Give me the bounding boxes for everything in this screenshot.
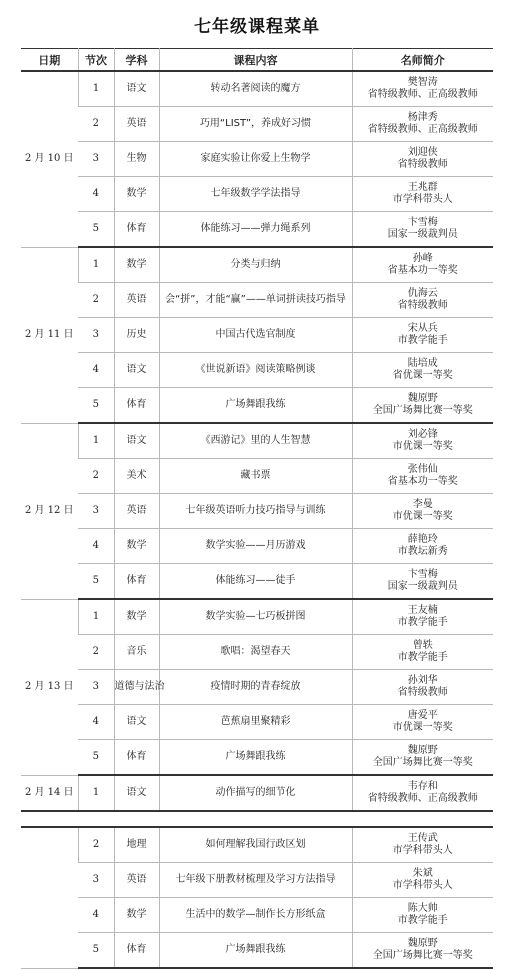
table-row [21,827,493,863]
table-row [21,635,493,670]
teacher-title: 全国广场舞比赛一等奖 [372,757,473,768]
table-row [21,318,493,353]
table-row [21,459,493,494]
subject-cell: 地理 [114,827,159,863]
table-row [21,177,493,212]
table-row [21,142,493,177]
table-header-row [21,49,493,72]
teacher-title: 国家一级裁判员 [387,229,458,240]
header-date: 日期 [21,49,78,72]
teacher-title: 省特级教师、正高级教师 [367,793,478,804]
period-cell: 3 [78,670,114,705]
teacher-cell [352,635,493,670]
teacher-cell [352,177,493,212]
teacher-cell [352,353,493,388]
teacher-title: 市学科带头人 [392,194,453,205]
table-row [21,247,493,283]
teacher-name: 李曼 [412,499,433,510]
subject-cell: 语文 [114,423,159,459]
teacher-title: 全国广场舞比赛一等奖 [372,950,473,961]
period-cell: 5 [78,212,114,248]
course-cell: 会“拼”，才能“赢”——单词拼读技巧指导 [159,283,352,318]
period-cell: 1 [78,775,114,811]
period-cell: 1 [78,423,114,459]
teacher-name: 仇海云 [407,288,438,299]
date-cell: 2 月 11 日 [21,247,78,423]
period-cell: 5 [78,564,114,600]
teacher-title: 省特级教师 [397,300,448,311]
header-course: 课程内容 [159,49,352,72]
teacher-cell [352,898,493,933]
table-row [21,353,493,388]
table-row [21,775,493,811]
course-cell: 藏书票 [159,459,352,494]
date-cell: 2 月 10 日 [21,71,78,247]
teacher-title: 省优课一等奖 [392,370,453,381]
teacher-cell [352,423,493,459]
header-period: 节次 [78,49,114,72]
subject-cell: 英语 [114,107,159,142]
table-row [21,705,493,740]
table-row [21,107,493,142]
teacher-name: 杨津秀 [407,112,438,123]
course-cell: 分类与归纳 [159,247,352,283]
table-row [21,599,493,635]
period-cell: 4 [78,177,114,212]
teacher-title: 省特级教师、正高级教师 [367,124,478,135]
table-row [21,863,493,898]
course-cell: 《世说新语》阅读策略例谈 [159,353,352,388]
period-cell: 4 [78,898,114,933]
date-cell [21,827,78,968]
teacher-title: 省特级教师 [397,687,448,698]
teacher-name: 刘迎侠 [407,147,438,158]
course-cell: 七年级数学学法指导 [159,177,352,212]
teacher-name: 唐爱平 [407,710,438,721]
teacher-name: 孙峰 [412,253,433,264]
teacher-cell [352,529,493,564]
teacher-cell [352,247,493,283]
course-cell: 广场舞跟我练 [159,933,352,969]
course-cell: 七年级下册教材梳理及学习方法指导 [159,863,352,898]
course-cell: 如何理解我国行政区划 [159,827,352,863]
teacher-name: 朱斌 [412,868,433,879]
course-cell: 体能练习——弹力绳系列 [159,212,352,248]
teacher-cell [352,318,493,353]
period-cell: 1 [78,599,114,635]
table-row [21,529,493,564]
subject-cell: 数学 [114,599,159,635]
period-cell: 4 [78,353,114,388]
teacher-cell [352,107,493,142]
table-row [21,388,493,424]
subject-cell: 语文 [114,705,159,740]
table-row [21,564,493,600]
table-gap-row [21,811,493,827]
period-cell: 2 [78,459,114,494]
teacher-title: 全国广场舞比赛一等奖 [372,405,473,416]
period-cell: 2 [78,635,114,670]
teacher-title: 市学科带头人 [392,880,453,891]
table-row [21,494,493,529]
course-cell: 体能练习——徒手 [159,564,352,600]
header-teacher: 名师简介 [352,49,493,72]
header-subject: 学科 [114,49,159,72]
teacher-name: 魏原野 [407,745,438,756]
teacher-cell [352,827,493,863]
period-cell: 3 [78,863,114,898]
subject-cell: 历史 [114,318,159,353]
teacher-title: 市教学能手 [397,915,448,926]
teacher-name: 王兆群 [407,182,438,193]
teacher-name: 孙刘华 [407,675,438,686]
teacher-title: 省特级教师、正高级教师 [367,89,478,100]
teacher-cell [352,933,493,969]
course-cell: 巧用“LIST”，养成好习惯 [159,107,352,142]
teacher-title: 市优课一等奖 [392,441,453,452]
subject-cell: 英语 [114,494,159,529]
teacher-title: 市教坛新秀 [397,546,448,557]
teacher-name: 陈大帅 [407,903,438,914]
teacher-title: 市优课一等奖 [392,511,453,522]
course-cell: 数学实验——月历游戏 [159,529,352,564]
period-cell: 4 [78,705,114,740]
subject-cell: 语文 [114,353,159,388]
subject-cell: 体育 [114,933,159,969]
period-cell: 4 [78,529,114,564]
course-cell: 《西游记》里的人生智慧 [159,423,352,459]
subject-cell: 道德与法治 [114,670,159,705]
table-row [21,740,493,776]
subject-cell: 数学 [114,247,159,283]
period-cell: 2 [78,283,114,318]
teacher-name: 韦存和 [407,781,438,792]
date-cell: 2 月 14 日 [21,775,78,811]
teacher-title: 市学科带头人 [392,845,453,856]
teacher-cell [352,388,493,424]
teacher-cell [352,599,493,635]
course-cell: 广场舞跟我练 [159,388,352,424]
subject-cell: 数学 [114,177,159,212]
teacher-cell [352,670,493,705]
course-cell: 动作描写的细节化 [159,775,352,811]
period-cell: 2 [78,827,114,863]
teacher-cell [352,459,493,494]
teacher-name: 卞雪梅 [407,569,438,580]
teacher-cell [352,740,493,776]
subject-cell: 美术 [114,459,159,494]
course-cell: 歌唱：渴望春天 [159,635,352,670]
teacher-title: 省特级教师 [397,159,448,170]
teacher-cell [352,705,493,740]
teacher-title: 国家一级裁判员 [387,581,458,592]
period-cell: 5 [78,388,114,424]
teacher-name: 张伟仙 [407,464,438,475]
teacher-title: 省基本功一等奖 [387,476,458,487]
teacher-title: 市教学能手 [397,335,448,346]
teacher-name: 樊智涛 [407,77,438,88]
table-row [21,933,493,969]
teacher-name: 卞雪梅 [407,217,438,228]
date-cell: 2 月 13 日 [21,599,78,775]
teacher-name: 魏原野 [407,938,438,949]
course-cell: 生活中的数学—制作长方形纸盒 [159,898,352,933]
teacher-cell [352,142,493,177]
date-cell: 2 月 12 日 [21,423,78,599]
course-cell: 数学实验—七巧板拼图 [159,599,352,635]
course-cell: 家庭实验让你爱上生物学 [159,142,352,177]
teacher-name: 刘必锋 [407,429,438,440]
period-cell: 3 [78,318,114,353]
subject-cell: 英语 [114,283,159,318]
table-gap [21,811,493,827]
period-cell: 3 [78,142,114,177]
teacher-cell [352,494,493,529]
table-row [21,423,493,459]
page-title: 七年级课程菜单 [194,17,320,37]
subject-cell: 数学 [114,529,159,564]
table-row [21,670,493,705]
teacher-title: 市教学能手 [397,617,448,628]
teacher-name: 王友楠 [407,605,438,616]
period-cell: 5 [78,740,114,776]
subject-cell: 英语 [114,863,159,898]
table-row [21,898,493,933]
teacher-name: 薛艳玲 [407,534,438,545]
teacher-cell [352,564,493,600]
subject-cell: 数学 [114,898,159,933]
subject-cell: 音乐 [114,635,159,670]
teacher-name: 王传武 [407,833,438,844]
subject-cell: 体育 [114,212,159,248]
course-cell: 芭蕉扇里聚精彩 [159,705,352,740]
table-row [21,283,493,318]
table-body [21,71,493,968]
teacher-cell [352,71,493,107]
subject-cell: 生物 [114,142,159,177]
teacher-cell [352,863,493,898]
teacher-title: 市教学能手 [397,652,448,663]
course-cell: 中国古代选官制度 [159,318,352,353]
teacher-name: 宋从兵 [407,323,438,334]
subject-cell: 体育 [114,740,159,776]
course-cell: 转动名著阅读的魔方 [159,71,352,107]
course-cell: 疫情时期的青春绽放 [159,670,352,705]
period-cell: 1 [78,71,114,107]
teacher-cell [352,212,493,248]
course-schedule-table [21,48,493,969]
subject-cell: 语文 [114,775,159,811]
subject-cell: 体育 [114,388,159,424]
period-cell: 3 [78,494,114,529]
teacher-name: 魏原野 [407,393,438,404]
teacher-title: 省基本功一等奖 [387,265,458,276]
subject-cell: 体育 [114,564,159,600]
teacher-name: 曾轶 [412,640,433,651]
table-row [21,71,493,107]
teacher-title: 市优课一等奖 [392,722,453,733]
teacher-name: 陆培成 [407,358,438,369]
table-row [21,212,493,248]
subject-cell: 语文 [114,71,159,107]
teacher-cell [352,283,493,318]
period-cell: 1 [78,247,114,283]
course-cell: 广场舞跟我练 [159,740,352,776]
teacher-cell [352,775,493,811]
course-cell: 七年级英语听力技巧指导与训练 [159,494,352,529]
period-cell: 2 [78,107,114,142]
period-cell: 5 [78,933,114,969]
